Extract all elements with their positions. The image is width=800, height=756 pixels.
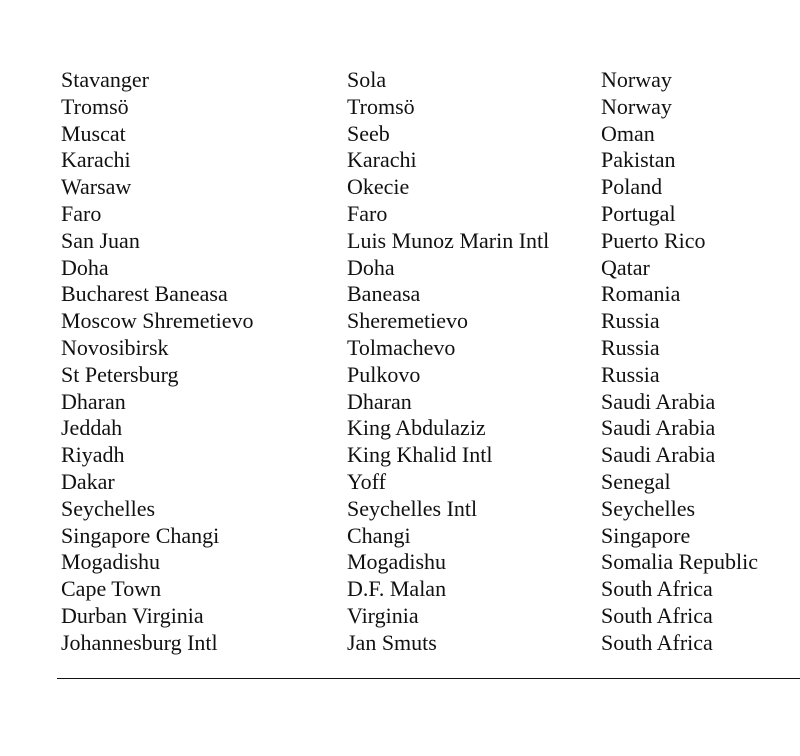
airport-cell: Luis Munoz Marin Intl xyxy=(347,227,550,253)
city-cell: Seychelles xyxy=(61,495,156,521)
table-row xyxy=(61,255,800,282)
city-cell: Moscow Shremetievo xyxy=(61,308,254,334)
country-cell: Russia xyxy=(601,334,660,360)
airport-table xyxy=(61,67,800,657)
table-row xyxy=(61,121,800,148)
table-row xyxy=(61,576,800,603)
table-row xyxy=(61,549,800,576)
airport-cell: Yoff xyxy=(347,468,386,494)
table-row xyxy=(61,603,800,630)
airport-cell: Pulkovo xyxy=(347,361,421,387)
country-cell: Norway xyxy=(601,67,672,92)
table-row xyxy=(61,496,800,523)
table-row xyxy=(61,308,800,335)
country-cell: Poland xyxy=(601,174,663,200)
airport-cell: Mogadishu xyxy=(347,549,446,575)
table-row xyxy=(61,630,800,657)
airport-cell: Doha xyxy=(347,254,395,280)
airport-cell: Tolmachevo xyxy=(347,334,456,360)
city-cell: Johannesburg Intl xyxy=(61,629,218,655)
country-cell: Somalia Republic xyxy=(601,549,759,575)
airport-cell: Jan Smuts xyxy=(347,629,437,655)
country-cell: Senegal xyxy=(601,468,671,494)
city-cell: Tromsö xyxy=(61,93,129,119)
city-cell: Durban Virginia xyxy=(61,602,204,628)
table-row xyxy=(61,201,800,228)
table-row xyxy=(61,469,800,496)
city-cell: Faro xyxy=(61,200,102,226)
country-cell: Pakistan xyxy=(601,147,676,173)
table-bottom-rule xyxy=(57,678,800,679)
country-cell: South Africa xyxy=(601,576,713,602)
country-cell: South Africa xyxy=(601,629,713,655)
city-cell: Muscat xyxy=(61,120,126,146)
city-cell: Singapore Changi xyxy=(61,522,220,548)
country-cell: Singapore xyxy=(601,522,691,548)
city-cell: Riyadh xyxy=(61,442,125,468)
country-cell: Romania xyxy=(601,281,681,307)
city-cell: San Juan xyxy=(61,227,140,253)
table-row xyxy=(61,67,800,94)
city-cell: St Petersburg xyxy=(61,361,179,387)
city-cell: Dharan xyxy=(61,388,126,414)
country-cell: Puerto Rico xyxy=(601,227,706,253)
airport-cell: Seychelles Intl xyxy=(347,495,478,521)
city-cell: Stavanger xyxy=(61,67,149,92)
table-row xyxy=(61,281,800,308)
table-row xyxy=(61,415,800,442)
country-cell: Saudi Arabia xyxy=(601,442,716,468)
city-cell: Novosibirsk xyxy=(61,334,169,360)
table-row xyxy=(61,442,800,469)
country-cell: Saudi Arabia xyxy=(601,415,716,441)
airport-cell: Seeb xyxy=(347,120,390,146)
airport-cell: Sola xyxy=(347,67,387,92)
airport-cell: Virginia xyxy=(347,602,419,628)
country-cell: Oman xyxy=(601,120,655,146)
table-row xyxy=(61,523,800,550)
airport-cell: Faro xyxy=(347,200,388,226)
table-row xyxy=(61,147,800,174)
airport-cell: King Khalid Intl xyxy=(347,442,493,468)
airport-cell: Dharan xyxy=(347,388,412,414)
country-cell: South Africa xyxy=(601,602,713,628)
table-row xyxy=(61,389,800,416)
country-cell: Russia xyxy=(601,361,660,387)
city-cell: Warsaw xyxy=(61,174,132,200)
airport-cell: King Abdulaziz xyxy=(347,415,486,441)
country-cell: Saudi Arabia xyxy=(601,388,716,414)
airport-cell: D.F. Malan xyxy=(347,576,447,602)
table-row xyxy=(61,94,800,121)
table-row xyxy=(61,174,800,201)
country-cell: Portugal xyxy=(601,200,676,226)
airport-cell: Karachi xyxy=(347,147,417,173)
country-cell: Qatar xyxy=(601,254,650,280)
airport-cell: Okecie xyxy=(347,174,410,200)
airport-cell: Sheremetievo xyxy=(347,308,468,334)
city-cell: Bucharest Baneasa xyxy=(61,281,228,307)
airport-cell: Tromsö xyxy=(347,93,415,119)
country-cell: Norway xyxy=(601,93,672,119)
city-cell: Doha xyxy=(61,254,109,280)
city-cell: Mogadishu xyxy=(61,549,160,575)
airport-cell: Baneasa xyxy=(347,281,421,307)
city-cell: Cape Town xyxy=(61,576,162,602)
table-row xyxy=(61,228,800,255)
city-cell: Jeddah xyxy=(61,415,123,441)
table-row xyxy=(61,362,800,389)
country-cell: Russia xyxy=(601,308,660,334)
table-row xyxy=(61,335,800,362)
city-cell: Dakar xyxy=(61,468,115,494)
airport-cell: Changi xyxy=(347,522,411,548)
country-cell: Seychelles xyxy=(601,495,696,521)
city-cell: Karachi xyxy=(61,147,131,173)
